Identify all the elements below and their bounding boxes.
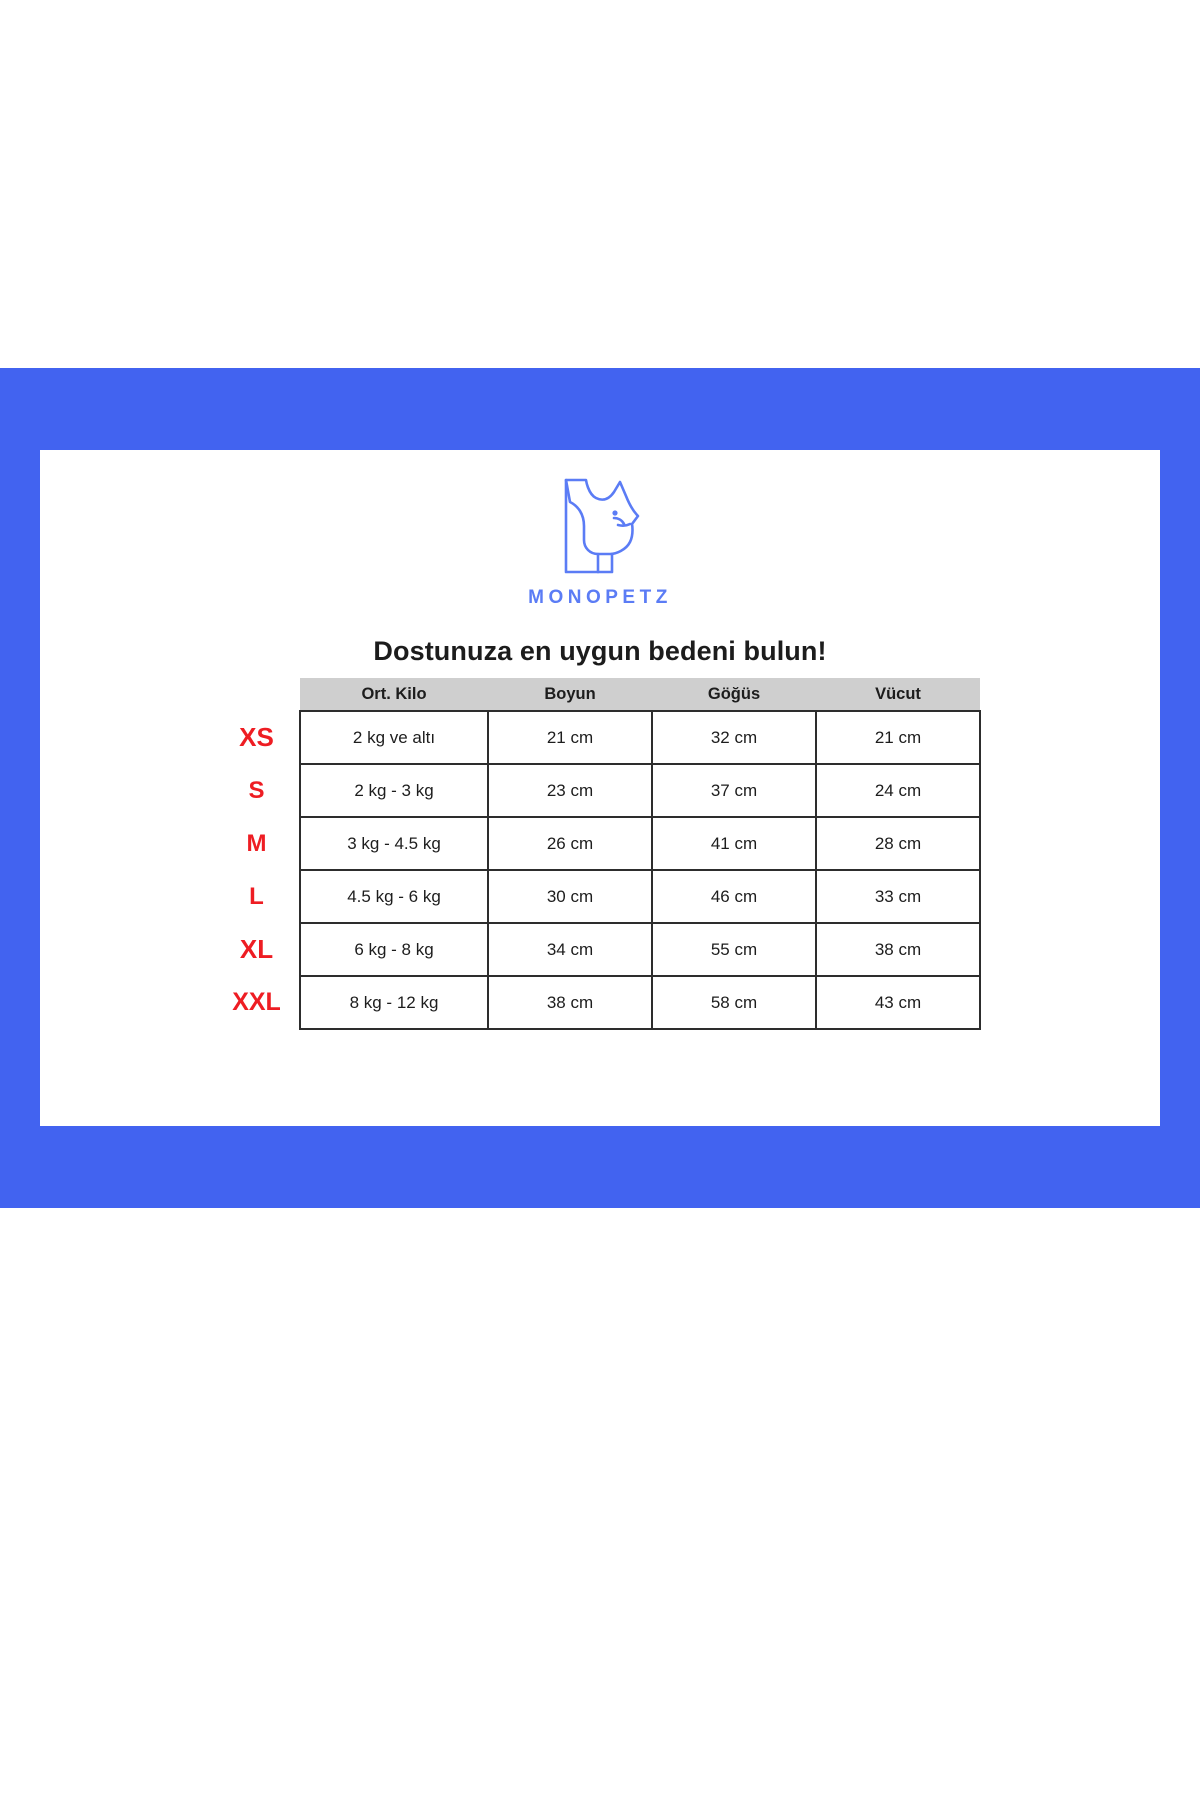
table-head <box>220 678 980 711</box>
cell-chest: 37 cm <box>652 764 816 817</box>
size-label-s: S <box>248 776 265 804</box>
column-header-neck: Boyun <box>488 678 652 711</box>
cell-weight: 2 kg - 3 kg <box>300 764 488 817</box>
cell-chest: 58 cm <box>652 976 816 1029</box>
cell-body: 33 cm <box>816 870 980 923</box>
column-header-chest: Göğüs <box>652 678 816 711</box>
table-header-row <box>220 678 980 711</box>
cell-chest: 32 cm <box>652 711 816 764</box>
cell-body: 28 cm <box>816 817 980 870</box>
dog-head-icon <box>552 468 648 578</box>
size-label-xxl: XXL <box>232 988 281 1016</box>
table-row <box>220 923 980 976</box>
column-header-body: Vücut <box>816 678 980 711</box>
cell-neck: 26 cm <box>488 817 652 870</box>
brand-name: MONOPETZ <box>528 587 672 608</box>
table-row <box>220 711 980 764</box>
cell-chest: 41 cm <box>652 817 816 870</box>
cell-weight: 3 kg - 4.5 kg <box>300 817 488 870</box>
table-row <box>220 870 980 923</box>
table-body <box>220 711 980 1029</box>
cell-body: 24 cm <box>816 764 980 817</box>
cell-chest: 46 cm <box>652 870 816 923</box>
cell-body: 43 cm <box>816 976 980 1029</box>
cell-chest: 55 cm <box>652 923 816 976</box>
size-chart-sheet <box>40 450 1160 1126</box>
table-row <box>220 976 980 1029</box>
size-label-l: L <box>249 882 264 910</box>
page-title: Dostunuza en uygun bedeni bulun! <box>373 636 827 666</box>
column-header-weight: Ort. Kilo <box>300 678 488 711</box>
size-table <box>220 678 981 1030</box>
cell-neck: 34 cm <box>488 923 652 976</box>
cell-weight: 4.5 kg - 6 kg <box>300 870 488 923</box>
cell-weight: 8 kg - 12 kg <box>300 976 488 1029</box>
size-label-m: M <box>246 829 267 857</box>
size-chart-card <box>0 368 1200 1208</box>
table-row <box>220 817 980 870</box>
cell-weight: 2 kg ve altı <box>300 711 488 764</box>
size-table-wrapper <box>220 678 980 1030</box>
size-label-xs: XS <box>239 722 274 752</box>
cell-weight: 6 kg - 8 kg <box>300 923 488 976</box>
header-size-blank <box>220 678 300 711</box>
cell-neck: 38 cm <box>488 976 652 1029</box>
cell-neck: 30 cm <box>488 870 652 923</box>
brand-block <box>40 468 1160 609</box>
cell-body: 21 cm <box>816 711 980 764</box>
cell-body: 38 cm <box>816 923 980 976</box>
cell-neck: 23 cm <box>488 764 652 817</box>
table-row <box>220 764 980 817</box>
cell-neck: 21 cm <box>488 711 652 764</box>
size-label-xl: XL <box>239 934 274 964</box>
